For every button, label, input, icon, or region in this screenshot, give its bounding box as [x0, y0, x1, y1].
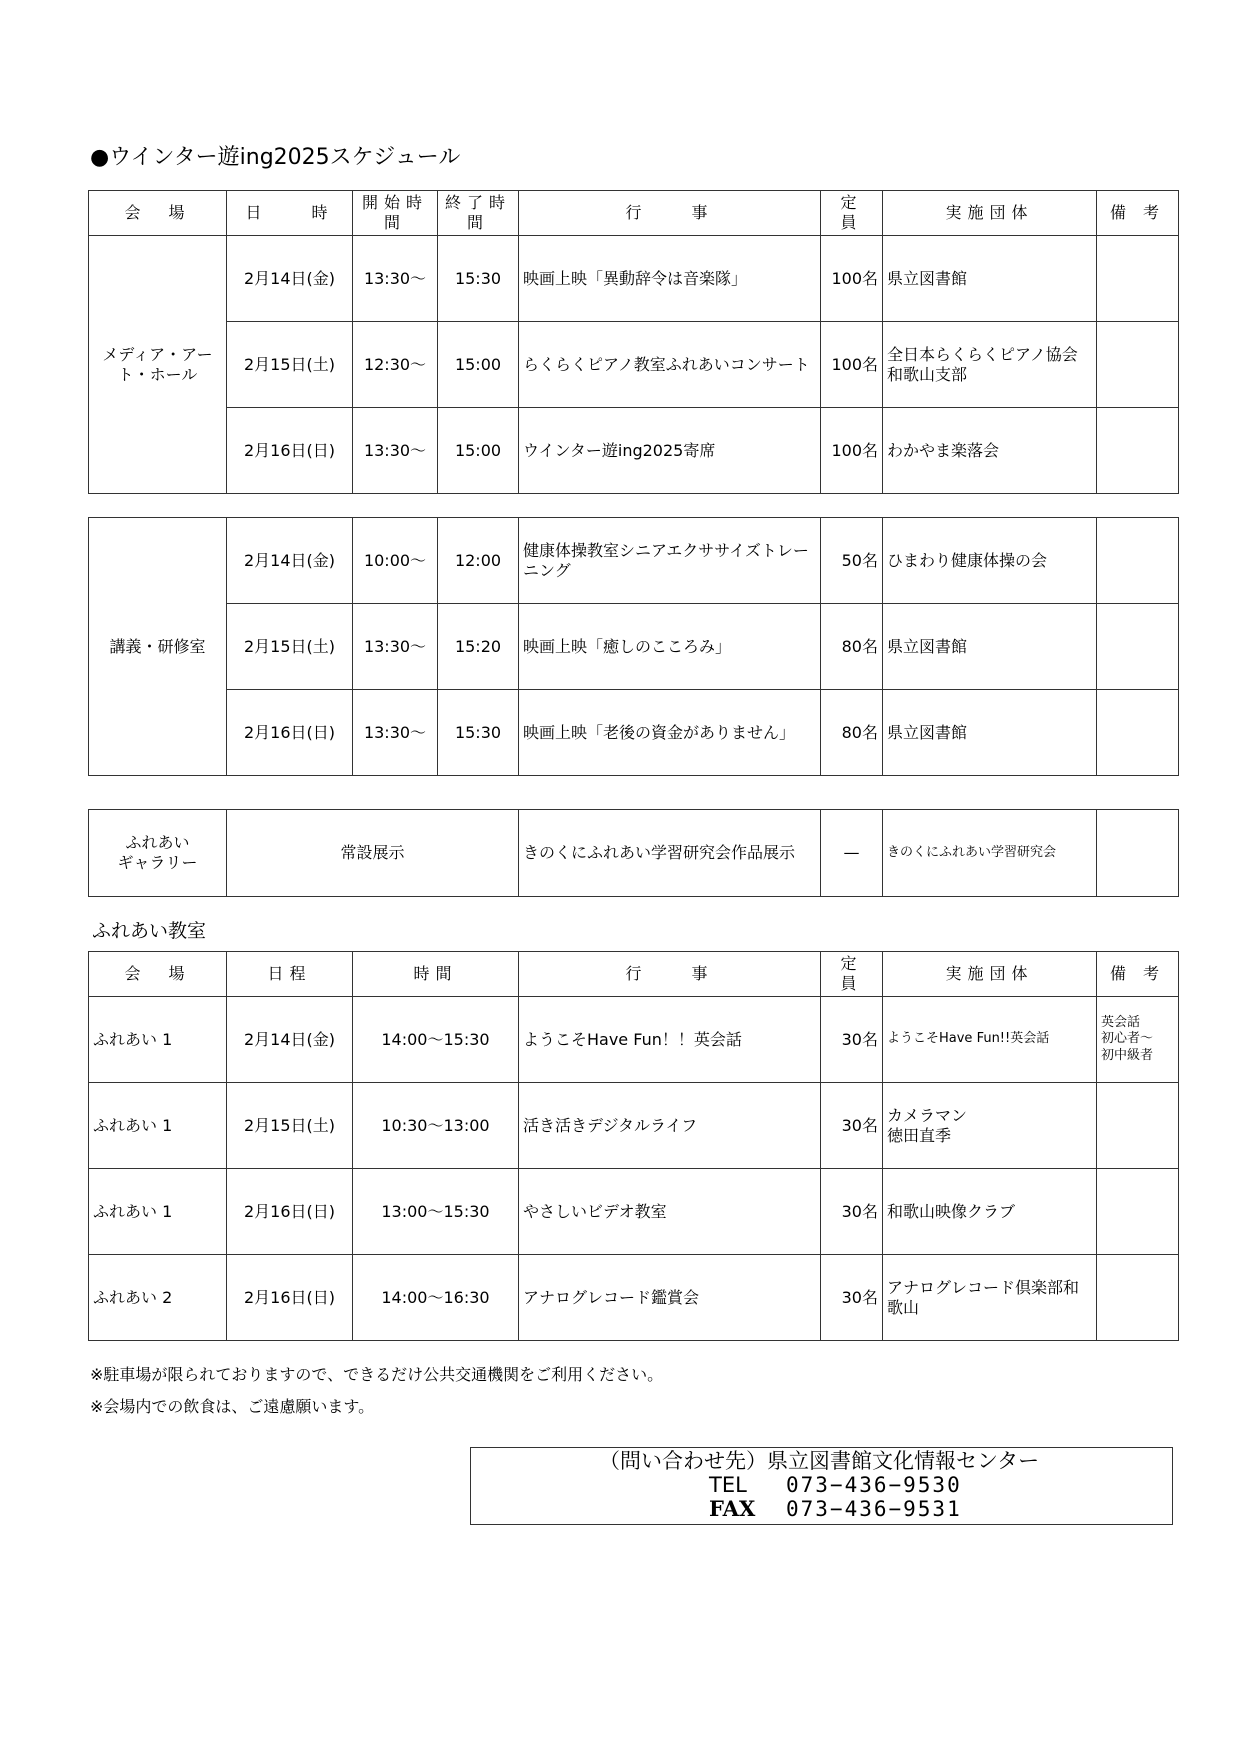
date-cell: 2月15日(土) [227, 1083, 353, 1169]
remarks-cell [1097, 408, 1179, 494]
column-header: 備 考 [1097, 191, 1179, 236]
note-parking: ※駐車場が限られておりますので、できるだけ公共交通機関をご利用ください。 [90, 1365, 664, 1384]
venue-cell: 講義・研修室 [89, 518, 227, 776]
table-row [89, 810, 1179, 897]
capacity-cell: 100名 [821, 408, 883, 494]
column-header: 会 場 [89, 191, 227, 236]
event-cell: やさしいビデオ教室 [519, 1169, 821, 1255]
table-row [89, 1255, 1179, 1341]
capacity-cell: 30名 [821, 1083, 883, 1169]
venue-cell: ふれあい 1 [89, 997, 227, 1083]
remarks-cell [1097, 1083, 1179, 1169]
organizer-cell: 県立図書館 [883, 236, 1097, 322]
date-cell: 常設展示 [227, 810, 519, 897]
table-row [89, 322, 1179, 408]
remarks-cell [1097, 518, 1179, 604]
start-time-cell: 13:30〜 [353, 690, 438, 776]
capacity-cell: 80名 [821, 690, 883, 776]
end-time-cell: 15:00 [438, 408, 519, 494]
event-cell: アナログレコード鑑賞会 [519, 1255, 821, 1341]
organizer-cell: 県立図書館 [883, 604, 1097, 690]
organizer-cell: 和歌山映像クラブ [883, 1169, 1097, 1255]
date-cell: 2月16日(日) [227, 408, 353, 494]
remarks-cell [1097, 690, 1179, 776]
column-header: 実施団体 [883, 191, 1097, 236]
event-cell: らくらくピアノ教室ふれあいコンサート [519, 322, 821, 408]
start-time-cell: 13:30〜 [353, 408, 438, 494]
organizer-cell: わかやま楽落会 [883, 408, 1097, 494]
column-header: 終了時間 [438, 191, 519, 236]
event-cell: ウインター遊ing2025寄席 [519, 408, 821, 494]
contact-label: （問い合わせ先）県立図書館文化情報センター [599, 1449, 1040, 1473]
table-row [89, 236, 1179, 322]
column-header: 開始時間 [353, 191, 438, 236]
remarks-cell [1097, 1255, 1179, 1341]
event-cell: 健康体操教室シニアエクササイズトレーニング [519, 518, 821, 604]
column-header: 定 員 [821, 952, 883, 997]
date-cell: 2月15日(土) [227, 604, 353, 690]
venue-cell: ふれあい 1 [89, 1083, 227, 1169]
time-cell: 14:00〜15:30 [353, 997, 519, 1083]
remarks-cell [1097, 604, 1179, 690]
table-row [89, 518, 1179, 604]
capacity-cell: 30名 [821, 1169, 883, 1255]
start-time-cell: 12:30〜 [353, 322, 438, 408]
organizer-cell: きのくにふれあい学習研究会 [883, 810, 1097, 897]
organizer-cell: カメラマン 徳田直季 [883, 1083, 1097, 1169]
column-header: 日程 [227, 952, 353, 997]
table-row [89, 690, 1179, 776]
column-header: 実施団体 [883, 952, 1097, 997]
table-row [89, 1169, 1179, 1255]
table-row [89, 997, 1179, 1083]
column-header: 備 考 [1097, 952, 1179, 997]
venue-cell: ふれあい ギャラリー [89, 810, 227, 897]
date-cell: 2月16日(日) [227, 690, 353, 776]
end-time-cell: 12:00 [438, 518, 519, 604]
event-cell: 映画上映「老後の資金がありません」 [519, 690, 821, 776]
event-cell: 映画上映「異動辞令は音楽隊」 [519, 236, 821, 322]
event-cell: 映画上映「癒しのこころみ」 [519, 604, 821, 690]
tel-label: TEL [709, 1473, 747, 1497]
remarks-cell [1097, 810, 1179, 897]
venue-cell: ふれあい 1 [89, 1169, 227, 1255]
capacity-cell: 100名 [821, 322, 883, 408]
start-time-cell: 10:00〜 [353, 518, 438, 604]
column-header: 日 時 [227, 191, 353, 236]
schedule-table-classroom [88, 951, 1179, 1341]
event-cell: 活き活きデジタルライフ [519, 1083, 821, 1169]
organizer-cell: 全日本らくらくピアノ協会 和歌山支部 [883, 322, 1097, 408]
capacity-cell: 100名 [821, 236, 883, 322]
organizer-cell: 県立図書館 [883, 690, 1097, 776]
capacity-cell: 50名 [821, 518, 883, 604]
table-row [89, 604, 1179, 690]
capacity-cell: 30名 [821, 1255, 883, 1341]
header-row [89, 191, 1179, 236]
remarks-cell [1097, 236, 1179, 322]
section-title-classroom: ふれあい教室 [92, 920, 207, 942]
header-row [89, 952, 1179, 997]
schedule-table-lecture-room [88, 517, 1179, 776]
date-cell: 2月14日(金) [227, 997, 353, 1083]
organizer-cell: ようこそHave Fun!!英会話 [883, 997, 1097, 1083]
date-cell: 2月16日(日) [227, 1255, 353, 1341]
capacity-cell: 80名 [821, 604, 883, 690]
date-cell: 2月16日(日) [227, 1169, 353, 1255]
date-cell: 2月15日(土) [227, 322, 353, 408]
capacity-cell: — [821, 810, 883, 897]
column-header: 行 事 [519, 952, 821, 997]
date-cell: 2月14日(金) [227, 236, 353, 322]
end-time-cell: 15:20 [438, 604, 519, 690]
tel-number: 073−436−9530 [786, 1473, 962, 1497]
organizer-cell: ひまわり健康体操の会 [883, 518, 1097, 604]
end-time-cell: 15:30 [438, 690, 519, 776]
time-cell: 10:30〜13:00 [353, 1083, 519, 1169]
organizer-cell: アナログレコード倶楽部和歌山 [883, 1255, 1097, 1341]
date-cell: 2月14日(金) [227, 518, 353, 604]
venue-cell: ふれあい 2 [89, 1255, 227, 1341]
event-cell: きのくにふれあい学習研究会作品展示 [519, 810, 821, 897]
schedule-table-gallery [88, 809, 1179, 897]
table-row [89, 408, 1179, 494]
time-cell: 14:00〜16:30 [353, 1255, 519, 1341]
time-cell: 13:00〜15:30 [353, 1169, 519, 1255]
page-title: ●ウインター遊ing2025スケジュール [90, 145, 461, 170]
venue-cell: メディア・アート・ホール [89, 236, 227, 494]
end-time-cell: 15:00 [438, 322, 519, 408]
event-cell: ようこそHave Fun！！英会話 [519, 997, 821, 1083]
contact-box [470, 1447, 1173, 1525]
end-time-cell: 15:30 [438, 236, 519, 322]
remarks-cell [1097, 1169, 1179, 1255]
note-food: ※会場内での飲食は、ご遠慮願います。 [90, 1397, 375, 1416]
fax-number: 073−436−9531 [786, 1497, 962, 1521]
column-header: 時間 [353, 952, 519, 997]
fax-label: FAX [709, 1496, 756, 1521]
remarks-cell: 英会話 初心者〜 初中級者 [1097, 997, 1179, 1083]
column-header: 行 事 [519, 191, 821, 236]
column-header: 定 員 [821, 191, 883, 236]
schedule-table-main [88, 190, 1179, 494]
start-time-cell: 13:30〜 [353, 604, 438, 690]
remarks-cell [1097, 322, 1179, 408]
start-time-cell: 13:30〜 [353, 236, 438, 322]
table-row [89, 1083, 1179, 1169]
capacity-cell: 30名 [821, 997, 883, 1083]
column-header: 会 場 [89, 952, 227, 997]
